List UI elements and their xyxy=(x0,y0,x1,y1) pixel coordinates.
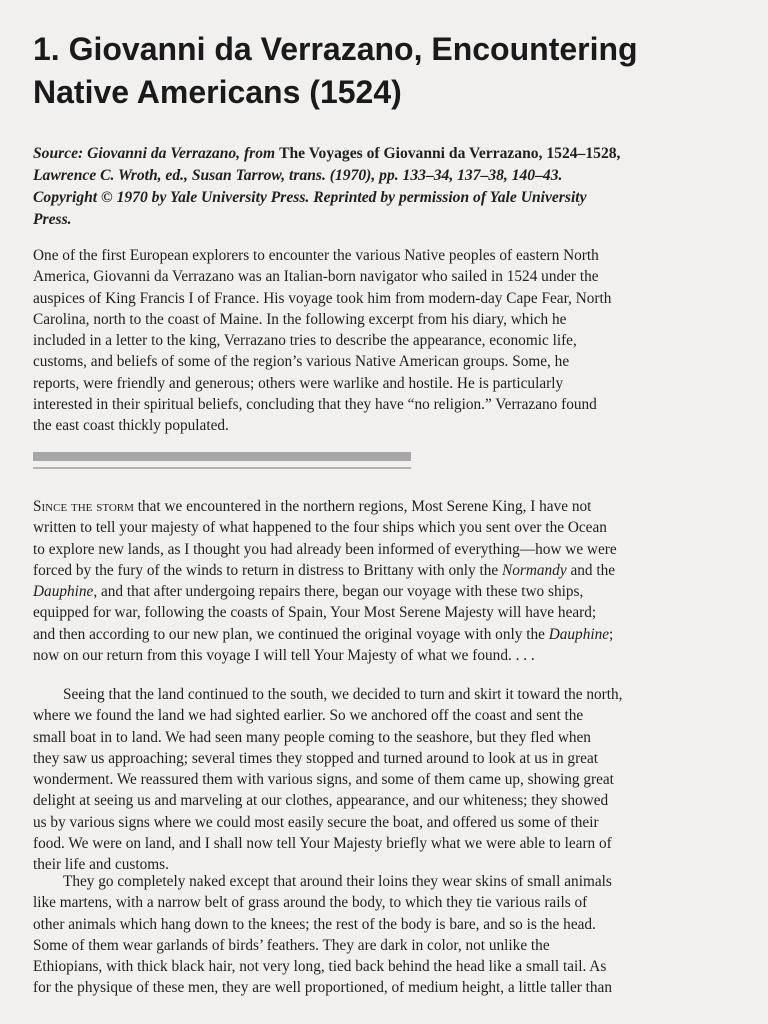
ship-name: Dauphine xyxy=(548,625,610,643)
body-line: food. We were on land, and I shall now tell Your Majesty briefly what we were able to learn of xyxy=(33,835,612,853)
ship-name: Normandy xyxy=(502,561,567,579)
body-text-run: and then according to our new plan, we continued the original voyage with only the xyxy=(33,625,549,643)
section-divider-thin xyxy=(33,467,411,469)
source-line: Press. xyxy=(33,211,72,228)
intro-line: America, Giovanni da Verrazano was an Italian-born navigator who sailed in 1524 under the xyxy=(33,268,599,286)
body-line: where we found the land we had sighted earlier. So we anchored off the coast and sent the xyxy=(33,707,584,725)
chapter-title xyxy=(33,28,743,114)
chapter-title-line: Native Americans (1524) xyxy=(33,74,402,110)
body-line xyxy=(33,496,745,517)
source-line: Lawrence C. Wroth, ed., Susan Tarrow, trans. (1970), pp. 133–34, 137–38, 140–43. xyxy=(33,167,563,184)
body-line: They go completely naked except that around their loins they wear skins of small animals xyxy=(63,873,612,890)
body-text-run: ; xyxy=(609,625,614,643)
body-text-run: forced by the fury of the winds to return in distress to Brittany with only the xyxy=(33,561,503,579)
body-line: like martens, with a narrow belt of grass around the body, to which they tie various rails of xyxy=(33,894,588,912)
body-line: for the physique of these men, they are well proportioned, of medium height, a little taller than xyxy=(33,979,612,997)
body-line: equipped for war, following the coasts of Spain, Your Most Serene Majesty will have heard; xyxy=(33,604,597,622)
source-line xyxy=(33,143,745,165)
intro-line: included in a letter to the king, Verrazano tries to describe the appearance, economic life, xyxy=(33,332,577,350)
body-line xyxy=(33,581,745,602)
body-line: wonderment. We reassured them with various signs, and some of them came up, showing great xyxy=(33,771,614,789)
intro-line: customs, and beliefs of some of the region’s various Native American groups. Some, he xyxy=(33,353,570,371)
intro-paragraph xyxy=(33,245,745,437)
body-paragraph-2 xyxy=(33,684,745,876)
body-text-run: , and that after undergoing repairs there, began our voyage with these two ships, xyxy=(93,583,584,601)
source-citation xyxy=(33,143,745,231)
small-caps-lead: Since the storm xyxy=(33,498,134,515)
section-divider-thick xyxy=(33,452,411,461)
body-text-run: that we encountered in the northern regions, Most Serene King, I have not xyxy=(133,498,592,515)
body-line xyxy=(33,560,745,581)
body-line: Ethiopians, with thick black hair, not very long, tied back behind the head like a small tail. As xyxy=(33,958,607,976)
source-book-title: The Voyages of Giovanni da Verrazano, 1524–1528, xyxy=(279,145,621,162)
body-line: us by various signs where we could most easily secure the boat, and offered us some of their xyxy=(33,813,599,831)
ship-name: Dauphine xyxy=(33,583,94,601)
body-paragraph-1 xyxy=(33,496,745,666)
body-line: they saw us approaching; several times they stopped and turned around to look at us in great xyxy=(33,749,598,767)
body-line: now on our return from this voyage I will tell Your Majesty of what we found. . . . xyxy=(33,647,535,665)
body-line: written to tell your majesty of what happened to the four ships which you sent over the Ocean xyxy=(33,519,607,537)
intro-line: Carolina, north to the coast of Maine. In the following excerpt from his diary, which he xyxy=(33,310,567,328)
intro-line: One of the first European explorers to encounter the various Native peoples of eastern North xyxy=(33,247,599,264)
body-paragraph-3 xyxy=(33,871,745,999)
body-line: other animals which hang down to the knees; the rest of the body is bare, and so is the head. xyxy=(33,915,596,933)
body-line: to explore new lands, as I thought you had already been informed of everything—how we were xyxy=(33,540,617,558)
intro-line: interested in their spiritual beliefs, concluding that they have “no religion.” Verrazano found xyxy=(33,396,597,414)
body-text-run: and the xyxy=(566,561,616,579)
body-line: Seeing that the land continued to the south, we decided to turn and skirt it toward the north, xyxy=(63,686,623,703)
body-line: Some of them wear garlands of birds’ feathers. They are dark in color, not unlike the xyxy=(33,936,550,954)
intro-line: auspices of King Francis I of France. His voyage took him from modern-day Cape Fear, North xyxy=(33,289,612,307)
chapter-title-line: 1. Giovanni da Verrazano, Encountering xyxy=(33,31,638,67)
body-line: small boat in to land. We had seen many people coming to the seashore, but they fled when xyxy=(33,728,591,746)
body-line: their life and customs. xyxy=(33,856,169,874)
intro-line: the east coast thickly populated. xyxy=(33,417,229,435)
body-line xyxy=(33,624,745,645)
source-prefix: Source: Giovanni da Verrazano, from xyxy=(33,145,280,162)
source-line: Copyright © 1970 by Yale University Press. Reprinted by permission of Yale University xyxy=(33,189,587,206)
body-line: delight at seeing us and marveling at our clothes, appearance, and our whiteness; they showed xyxy=(33,792,609,810)
intro-line: reports, were friendly and generous; others were warlike and hostile. He is particularly xyxy=(33,374,564,392)
